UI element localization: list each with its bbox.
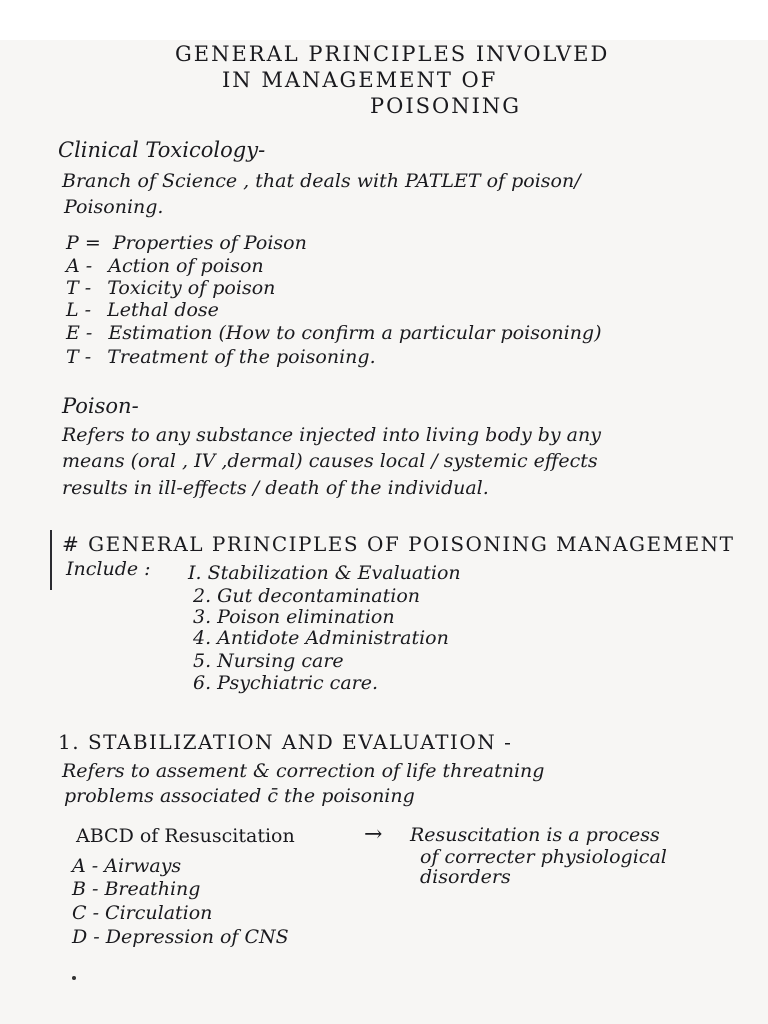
title-line-2: IN MANAGEMENT OF bbox=[222, 68, 498, 92]
patlet-letter: T bbox=[66, 277, 79, 299]
patlet-letter: E bbox=[66, 322, 80, 344]
title-line-3: POISONING bbox=[370, 94, 522, 118]
principles-include-label: Include : bbox=[66, 558, 151, 580]
patlet-item bbox=[66, 322, 602, 344]
patlet-sep: = bbox=[84, 232, 101, 254]
patlet-text: Action of poison bbox=[108, 255, 264, 277]
patlet-text: Estimation (How to confirm a particular poisoning) bbox=[108, 322, 602, 344]
poison-def-line-2: means (oral , IV ,dermal) causes local / systemic effects bbox=[62, 450, 598, 472]
patlet-sep: - bbox=[84, 346, 92, 368]
principles-item: 3. Poison elimination bbox=[193, 606, 395, 628]
patlet-sep: - bbox=[84, 299, 92, 321]
abcd-item: D - Depression of CNS bbox=[72, 926, 289, 948]
patlet-sep: - bbox=[85, 322, 93, 344]
principles-item: 4. Antidote Administration bbox=[193, 627, 449, 649]
patlet-item bbox=[66, 299, 219, 321]
abcd-heading: ABCD of Resuscitation bbox=[76, 825, 295, 847]
arrow-icon: → bbox=[364, 822, 383, 847]
principles-item: I. Stabilization & Evaluation bbox=[188, 562, 461, 584]
principles-item: 2. Gut decontamination bbox=[193, 585, 420, 607]
resuscitation-def-line-1: Resuscitation is a process bbox=[410, 824, 660, 846]
patlet-letter: A bbox=[66, 255, 80, 277]
resuscitation-def-line-3: disorders bbox=[420, 866, 511, 888]
clinical-toxicology-def-line-1: Branch of Science , that deals with PATLET of poison/ bbox=[62, 170, 581, 192]
poison-def-line-3: results in ill-effects / death of the individual. bbox=[62, 477, 489, 499]
patlet-text: Lethal dose bbox=[107, 299, 219, 321]
margin-line bbox=[50, 530, 52, 590]
patlet-item bbox=[66, 277, 275, 299]
abcd-item: B - Breathing bbox=[72, 878, 201, 900]
patlet-sep: - bbox=[84, 277, 92, 299]
patlet-item bbox=[66, 346, 376, 368]
patlet-sep: - bbox=[85, 255, 93, 277]
patlet-item bbox=[66, 232, 307, 254]
principles-item: 5. Nursing care bbox=[193, 650, 344, 672]
abcd-item: A - Airways bbox=[72, 855, 182, 877]
patlet-text: Toxicity of poison bbox=[107, 277, 276, 299]
patlet-item bbox=[66, 255, 264, 277]
principles-heading: # GENERAL PRINCIPLES OF POISONING MANAGEMENT bbox=[62, 532, 735, 556]
poison-heading: Poison- bbox=[62, 394, 139, 418]
stabilization-def-line-1: Refers to assement & correction of life threatning bbox=[62, 760, 545, 782]
patlet-text: Properties of Poison bbox=[112, 232, 307, 254]
patlet-letter: L bbox=[66, 299, 79, 321]
ink-dot bbox=[72, 976, 76, 980]
stabilization-def-line-2: problems associated c̄ the poisoning bbox=[64, 785, 415, 807]
notebook-page bbox=[0, 40, 768, 1024]
clinical-toxicology-heading: Clinical Toxicology- bbox=[58, 138, 266, 162]
resuscitation-def-line-2: of correcter physiological bbox=[420, 846, 667, 868]
poison-def-line-1: Refers to any substance injected into living body by any bbox=[62, 424, 601, 446]
principles-item: 6. Psychiatric care. bbox=[193, 672, 379, 694]
patlet-letter: P bbox=[66, 232, 79, 254]
abcd-item: C - Circulation bbox=[72, 902, 213, 924]
stabilization-heading: 1. STABILIZATION AND EVALUATION - bbox=[58, 730, 513, 754]
patlet-letter: T bbox=[66, 346, 79, 368]
title-line-1: GENERAL PRINCIPLES INVOLVED bbox=[175, 42, 610, 66]
patlet-text: Treatment of the poisoning. bbox=[107, 346, 376, 368]
clinical-toxicology-def-line-2: Poisoning. bbox=[64, 196, 164, 218]
